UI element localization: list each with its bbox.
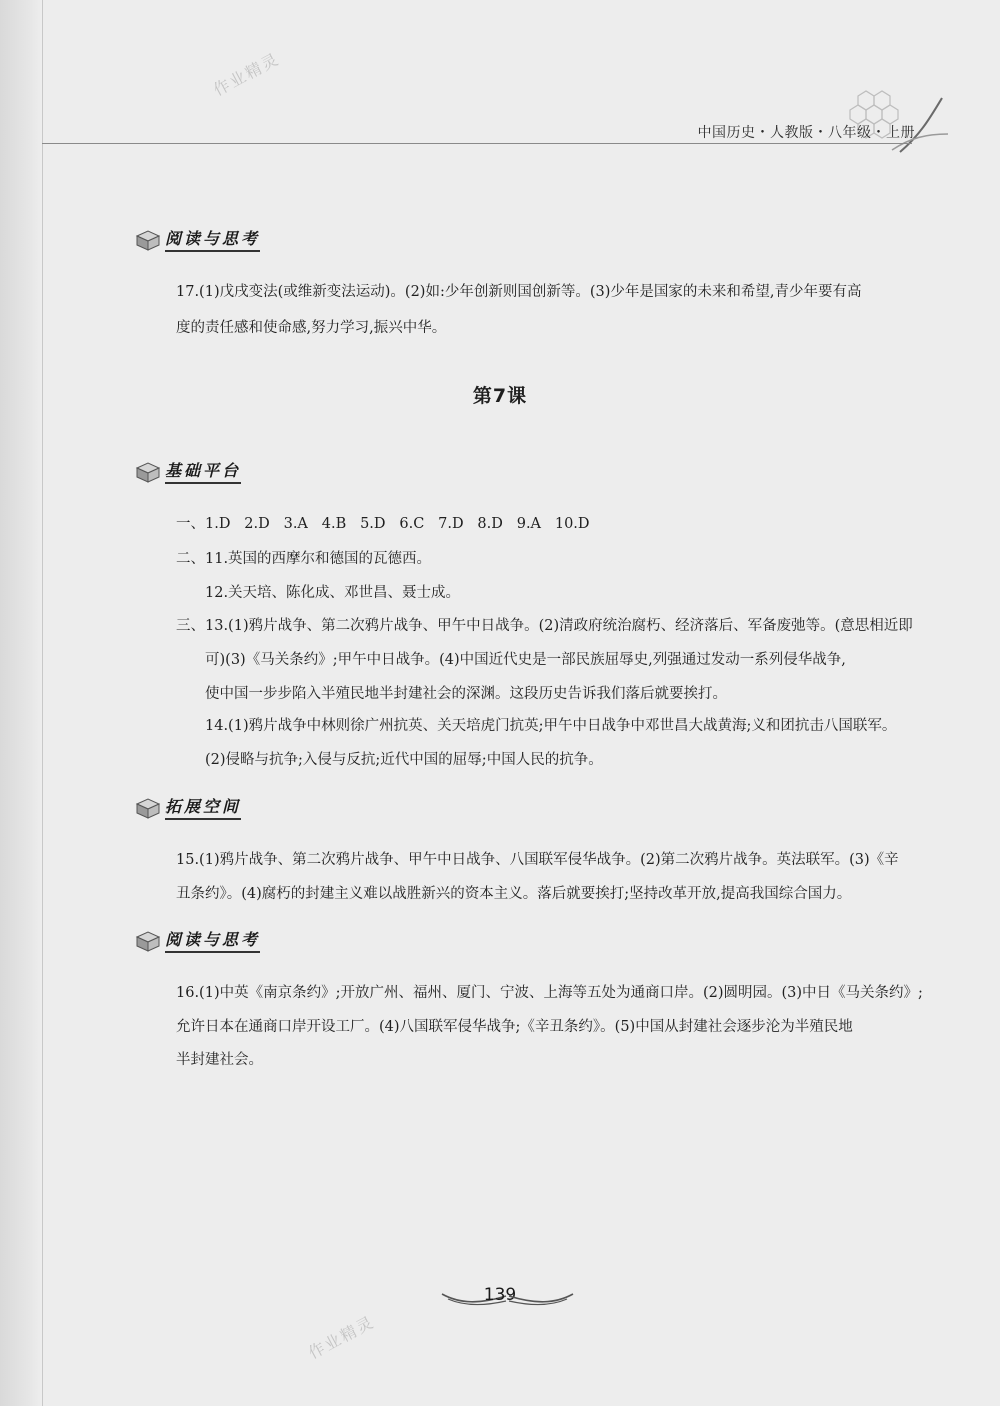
choice-answer: 5.D — [360, 516, 386, 532]
wave-right-icon — [505, 1290, 575, 1306]
answer-line: 16.(1)中英《南京条约》;开放广州、福州、厦门、宁波、上海等五处为通商口岸。(2)圆明园。(3)中日《马关条约》; — [176, 985, 923, 1001]
section-heading-reading — [135, 226, 260, 254]
page-number: 139 — [483, 1285, 517, 1305]
answer-line: 12.关天培、陈化成、邓世昌、聂士成。 — [205, 585, 461, 601]
watermark: 作业精灵 — [305, 1312, 378, 1363]
section-label: 基础平台 — [165, 461, 241, 484]
answer-line: 二、11.英国的西摩尔和德国的瓦德西。 — [176, 551, 432, 567]
cube-icon — [135, 796, 161, 820]
choice-answer: 2.D — [244, 516, 270, 532]
answer-line: 丑条约》。(4)腐朽的封建主义难以战胜新兴的资本主义。落后就要挨打;坚持改革开放,提高我国综合国力。 — [176, 886, 852, 902]
choice-prefix: 一、 — [176, 516, 205, 532]
section-label: 阅读与思考 — [165, 930, 260, 953]
choice-answer: 4.B — [321, 516, 347, 532]
section-label: 拓展空间 — [165, 797, 241, 820]
binding-margin — [0, 0, 43, 1406]
choice-answer: 7.D — [438, 516, 464, 532]
cube-icon — [135, 929, 161, 953]
choice-answers-row — [176, 514, 590, 534]
answer-line: 度的责任感和使命感,努力学习,振兴中华。 — [176, 320, 447, 336]
choice-answer: 10.D — [554, 516, 590, 532]
header-title: 中国历史・人教版・八年级・上册 — [697, 125, 915, 141]
answer-line: (2)侵略与抗争;入侵与反抗;近代中国的屈辱;中国人民的抗争。 — [205, 752, 603, 768]
header-divider — [42, 143, 912, 144]
choice-answer: 6.C — [399, 516, 425, 532]
choice-answer: 8.D — [477, 516, 503, 532]
cube-icon — [135, 460, 161, 484]
choice-answer: 9.A — [516, 516, 542, 532]
section-label: 阅读与思考 — [165, 229, 260, 252]
answer-line: 可)(3)《马关条约》;甲午中日战争。(4)中国近代史是一部民族屈辱史,列强通过发动一系列侵华战争, — [205, 652, 846, 668]
answer-line: 半封建社会。 — [176, 1052, 263, 1068]
answer-line: 15.(1)鸦片战争、第二次鸦片战争、甲午中日战争、八国联军侵华战争。(2)第二次鸦片战争。英法联军。(3)《辛 — [176, 852, 899, 868]
answer-line: 三、13.(1)鸦片战争、第二次鸦片战争、甲午中日战争。(2)清政府统治腐朽、经济落后、军备废弛等。(意思相近即 — [176, 618, 913, 634]
choice-answer: 3.A — [283, 516, 308, 532]
lesson-title: 第7课 — [472, 385, 528, 407]
answer-line: 使中国一步步陷入半殖民地半封建社会的深渊。这段历史告诉我们落后就要挨打。 — [205, 686, 727, 702]
answer-line: 17.(1)戊戌变法(或维新变法运动)。(2)如:少年创新则国创新等。(3)少年是国家的未来和希望,青少年要有高 — [176, 284, 862, 300]
section-heading-reading — [135, 927, 260, 955]
answer-line: 允许日本在通商口岸开设工厂。(4)八国联军侵华战争;《辛丑条约》。(5)中国从封建社会逐步沦为半殖民地 — [176, 1019, 853, 1035]
watermark: 作业精灵 — [210, 49, 283, 100]
answer-line: 14.(1)鸦片战争中林则徐广州抗英、关天培虎门抗英;甲午中日战争中邓世昌大战黄海;义和团抗击八国联军。 — [205, 718, 897, 734]
cube-icon — [135, 228, 161, 252]
choice-answer: 1.D — [205, 516, 231, 532]
section-heading-basic — [135, 458, 241, 486]
section-heading-expand — [135, 794, 241, 822]
